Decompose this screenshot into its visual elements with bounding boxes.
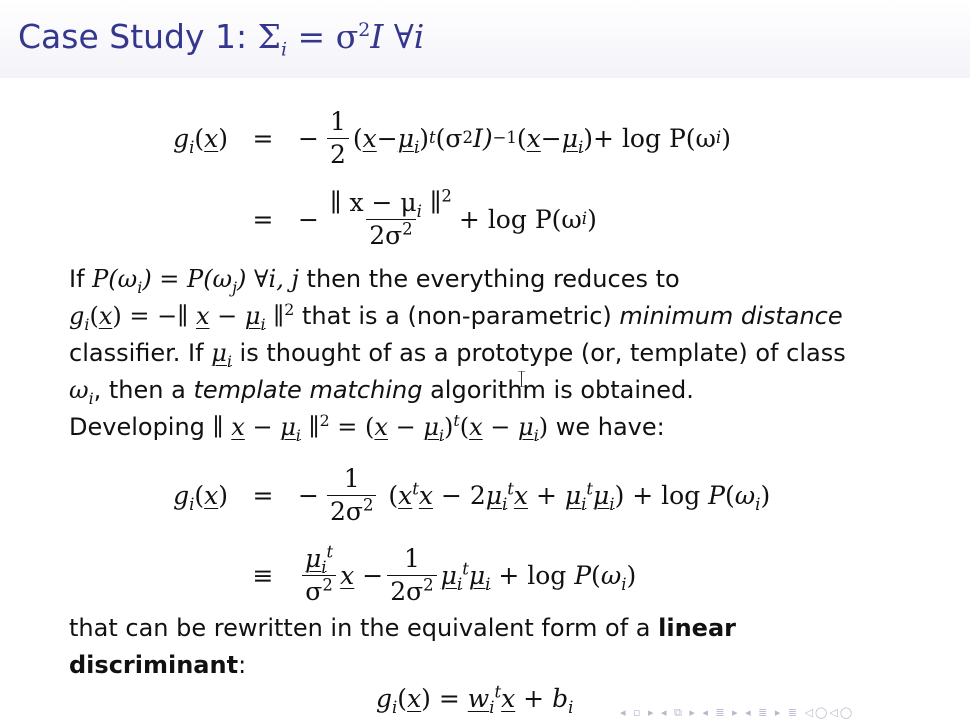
eq2-lhs: $g_i(x)$ <box>173 480 228 514</box>
para1-line-1: If $P(\omega_i) = P(\omega_j)$ ∀i, j then the everything reduces to <box>69 265 680 297</box>
eq1-rel: = <box>252 123 274 153</box>
fraction-mu-over-sigma2: $\frac{\mu_i^t}{\sigma^2}$ <box>302 545 336 606</box>
paragraph-1 <box>69 261 949 446</box>
title-sigma: $\Sigma_i$ <box>257 17 288 61</box>
frame-title-bar <box>0 0 970 78</box>
eq2-row-1 <box>0 465 970 525</box>
para1-line-2: $g_i(x)$ = −∥ $x - \mu_i$ ∥$^2$ that is a (non-parametric) minimum distance <box>69 300 843 334</box>
eq1-row-2 <box>0 186 970 250</box>
para1-line-3: classifier. If $\mu_i$ is thought of as a prototype (or, template) of class <box>69 339 846 371</box>
title-sup: 2 <box>358 19 371 41</box>
slide-title <box>18 17 425 61</box>
eq1-rhs-2: − $\frac{\parallel x - \mu_i \parallel^2}{2\sigma^2}$ + log P(ω i ) <box>298 186 597 250</box>
eq1-lhs: $g_i(x)$ <box>173 123 228 157</box>
para1-line-5: Developing ∥ $x - \mu_i$ ∥$^2$ = $(x - \mu_i)^t(x - \mu_i)$ we have: <box>69 411 665 445</box>
paragraph-2 <box>69 610 949 684</box>
eq2-rel: = <box>252 480 274 510</box>
eq2-rhs-2: $\frac{\mu_i^t}{\sigma^2}$ x − $\frac{1}{2\sigma^2}$ $\mu_i^t\mu_i + \log P(\omega_i)$ <box>298 545 636 606</box>
linear-discriminant-equation: $g_i(x) = w_i^tx + b_i$ <box>376 682 574 717</box>
fraction-distance: $\frac{\parallel x - \mu_i \parallel^2}{2\sigma^2}$ <box>329 186 452 250</box>
eq2-rel-2: ≡ <box>252 560 274 590</box>
para1-line-4: $\omega_i$, then a template matching algorithm is obtained. <box>69 376 694 408</box>
eq2-row-2 <box>0 542 970 606</box>
title-eq: = σ <box>287 17 359 56</box>
fraction-inv-2sigma2-b: $\frac{1}{2\sigma^2}$ <box>387 545 436 606</box>
title-rest: I ∀ <box>370 17 414 56</box>
eq1-rhs: − $\frac{1}{2}$ ( x − $\mu_i$ ) t (σ 2 I) −1 ( x − $\mu_i$ ) + log P(ω i ) <box>298 106 731 169</box>
text-cursor-icon <box>518 371 525 387</box>
eq1-rel-2: = <box>252 204 274 234</box>
eq1-row-1 <box>0 108 970 168</box>
para2-line-1: that can be rewritten in the equivalent form of a linear <box>69 614 736 642</box>
fraction-one-half: $\frac{1}{2}$ <box>327 108 349 169</box>
title-i: i <box>413 17 425 56</box>
para2-line-2: discriminant: <box>69 651 247 679</box>
eq2-rhs: − $\frac{1}{2\sigma^2}$ $(x^tx - 2\mu_i^tx + \mu_i^t\mu_i) + \log P(\omega_i)$ <box>298 463 771 526</box>
fraction-inv-2sigma2: $\frac{1}{2\sigma^2}$ <box>327 465 376 526</box>
title-text: Case Study 1: <box>18 17 248 56</box>
beamer-navigation-bar[interactable]: ◂ ▫ ▸ ◂ ⧉ ▸ ◂ ≣ ▸ ◂ ≣ ▸ ≣ ◁◯◁◯ <box>620 706 855 719</box>
